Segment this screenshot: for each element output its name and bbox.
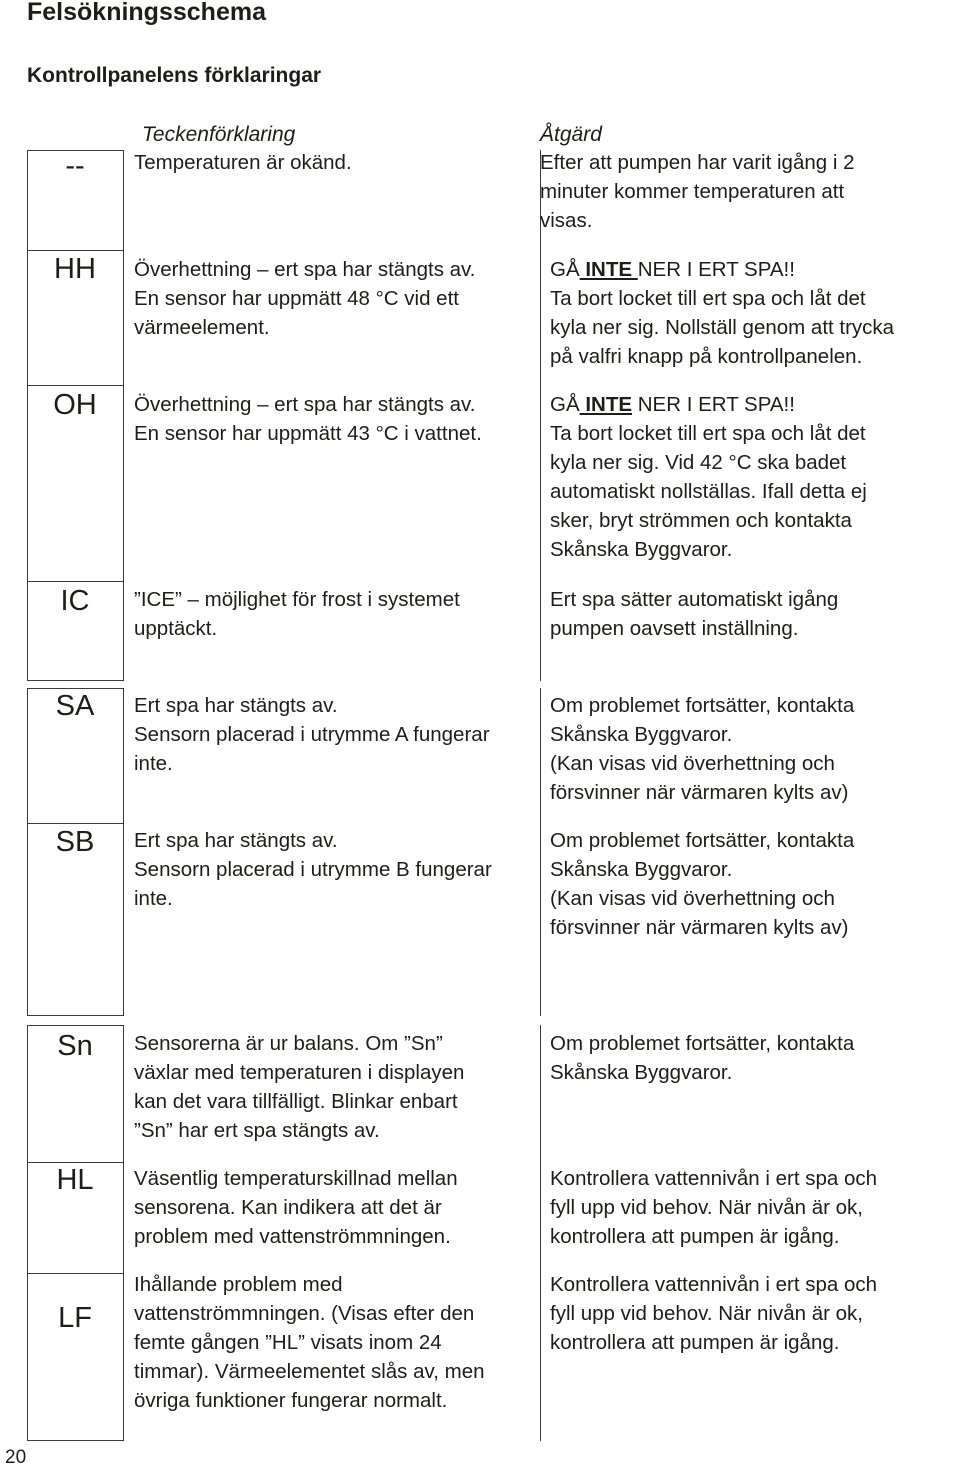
divider [27, 250, 123, 251]
divider [27, 688, 123, 689]
row-action: Om problemet fortsätter, kontakta Skånska Byggvaror. (Kan visas vid överhettning och försvinner när värmaren kylts av) [550, 829, 855, 939]
row-action: Kontrollera vattennivån i ert spa och fyll upp vid behov. När nivån är ok, kontrollera att pumpen är igång. [550, 1167, 878, 1248]
row-description: Överhettning – ert spa har stängts av. En sensor har uppmätt 43 °C i vattnet. [134, 393, 482, 445]
divider [27, 1273, 123, 1274]
page-number: 20 [5, 1447, 27, 1468]
table-row-code: HL [56, 1164, 94, 1196]
divider [123, 1025, 124, 1441]
row-action: Kontrollera vattennivån i ert spa och fyll upp vid behov. När nivån är ok, kontrollera att pumpen är igång. [550, 1273, 878, 1354]
table-row-code: SA [55, 690, 95, 722]
divider [123, 688, 124, 1016]
warning-line: GÅ INTE NER I ERT SPA!! [550, 258, 795, 281]
divider [27, 581, 123, 582]
divider [27, 1015, 123, 1016]
divider [27, 1025, 123, 1026]
row-description: Ihållande problem med vattenströmmningen. (Visas efter den femte gången ”HL” visats inom 24 timmar). Värmeelementet slås av, men övriga funktioner fungerar normalt. [134, 1273, 485, 1412]
page-title: Felsökningsschema [27, 0, 266, 26]
column-header-description: Teckenförklaring [142, 123, 296, 146]
table-row-code: OH [53, 389, 97, 421]
table-row-code: Sn [57, 1030, 93, 1062]
row-action: Om problemet fortsätter, kontakta Skånska Byggvaror. [550, 1032, 855, 1084]
row-action: Ert spa sätter automatiskt igång pumpen oavsett inställning. [550, 588, 839, 640]
divider [123, 150, 124, 681]
table-row-code: LF [58, 1302, 92, 1334]
row-description: Ert spa har stängts av. Sensorn placerad i utrymme B fungerar inte. [134, 829, 492, 910]
row-action: Efter att pumpen har varit igång i 2 minuter kommer temperaturen att visas. [540, 151, 855, 232]
row-description: Temperaturen är okänd. [134, 151, 352, 174]
divider [27, 385, 123, 386]
divider [540, 688, 541, 1016]
divider [27, 1162, 123, 1163]
section-subtitle: Kontrollpanelens förklaringar [27, 64, 322, 87]
row-action: Om problemet fortsätter, kontakta Skånska Byggvaror. (Kan visas vid överhettning och försvinner när värmaren kylts av) [550, 694, 855, 804]
table-row-code: HH [54, 253, 96, 285]
row-description: Sensorerna är ur balans. Om ”Sn” växlar med temperaturen i displayen kan det vara tillfälligt. Blinkar enbart ”Sn” har ert spa stängts av. [134, 1032, 465, 1142]
row-description: Väsentlig temperaturskillnad mellan sensorena. Kan indikera att det är problem med vattenströmmningen. [134, 1167, 458, 1248]
divider [27, 1025, 28, 1441]
warning-line: GÅ INTE NER I ERT SPA!! [550, 393, 795, 416]
divider [540, 1025, 541, 1441]
row-description: Ert spa har stängts av. Sensorn placerad i utrymme A fungerar inte. [134, 694, 490, 775]
divider [27, 1440, 123, 1441]
table-row-code: -- [65, 150, 85, 182]
row-action: GÅ INTE NER I ERT SPA!! Ta bort locket till ert spa och låt det kyla ner sig. Nollställ genom att trycka på valfri knapp på kontrollpanelen. [550, 255, 894, 371]
table-row-code: SB [55, 826, 95, 858]
row-description: Överhettning – ert spa har stängts av. En sensor har uppmätt 48 °C vid ett värmeelement. [134, 258, 476, 339]
table-row-code: IC [60, 585, 90, 617]
divider [27, 823, 123, 824]
divider [27, 680, 123, 681]
row-description: ”ICE” – möjlighet för frost i systemet upptäckt. [134, 588, 460, 640]
row-action: GÅ INTE NER I ERT SPA!! Ta bort locket till ert spa och låt det kyla ner sig. Vid 42 °C ska badet automatiskt nollställas. Ifall detta ej sker, bryt strömmen och kontakta Skånska Byggvaror. [550, 390, 867, 564]
column-header-action: Åtgärd [540, 123, 602, 146]
